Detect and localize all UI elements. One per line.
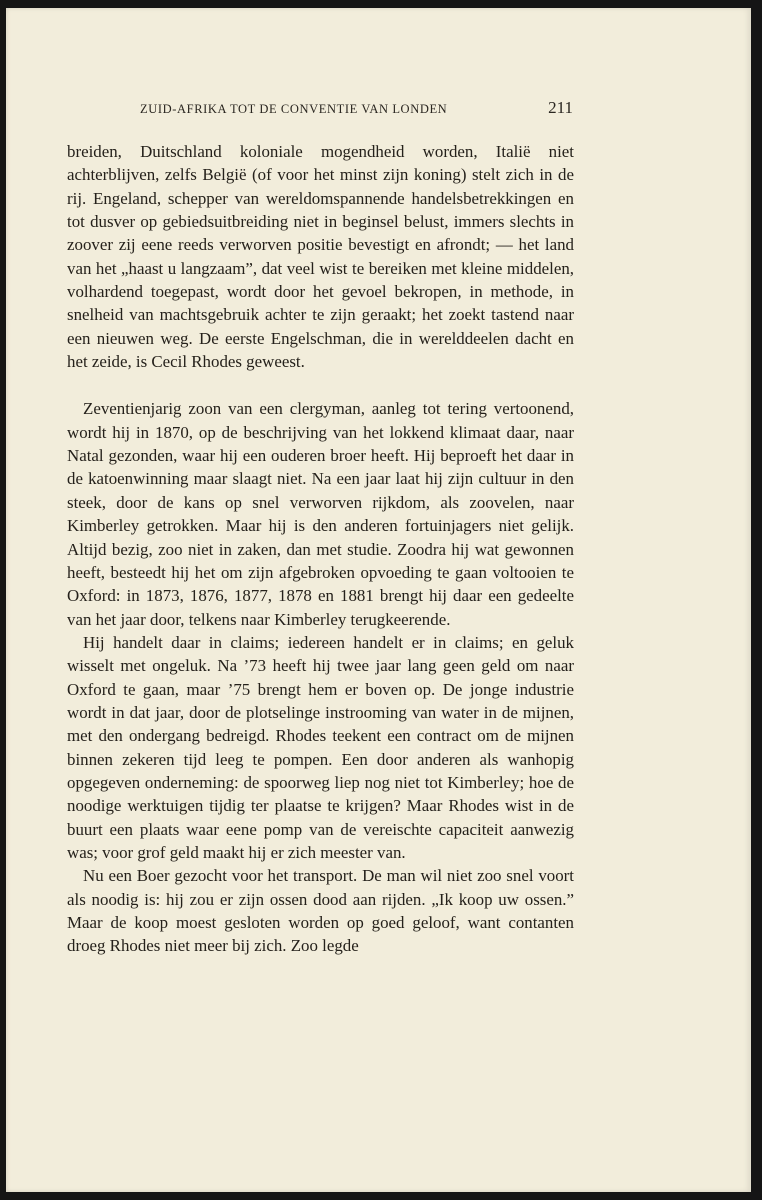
running-title: ZUID-AFRIKA TOT DE CONVENTIE VAN LONDEN [140, 102, 448, 116]
paragraph: Nu een Boer gezocht voor het transport. De man wil niet zoo snel voort als noodig is: hij zou er zijn ossen dood aan rijden. „Ik koop uw ossen.” Maar de koop moest gesloten worden op goed geloof, want contanten droeg Rhodes niet meer bij zich. Zoo legde [67, 866, 574, 956]
paragraph: breiden, Duitschland koloniale mogendheid worden, Italië niet achterblijven, zelfs België (of voor het minst zijn koning) stelt zich in de rij. Engeland, schepper van wereldomspannende handelsbetrekkingen en tot dusver op gebiedsuitbreiding niet in beginsel belust, immers slechts in zoover zij eene reeds verworven positie bevestigt en afrondt; — het land van het „haast u langzaam”, dat veel wist te bereiken met kleine middelen, volhardend toegepast, wordt door het gevoel bekropen, in methode, in snelheid van machtsgebruik achter te zijn geraakt; het zoekt tastend naar een nieuwen weg. De eerste Engelschman, die in werelddeelen dacht en het zeide, is Cecil Rhodes geweest. [67, 142, 574, 372]
page-number: 211 [548, 98, 573, 117]
running-header [140, 98, 573, 118]
body-text [67, 140, 574, 958]
paragraph: Zeventienjarig zoon van een clergyman, aanleg tot tering vertoonend, wordt hij in 1870, op de beschrijving van het lokkend klimaat daar, naar Natal gezonden, waar hij een ouderen broer heeft. Hij beproeft het daar in de katoenwinning maar slaagt niet. Na een jaar laat hij zijn cultuur in den steek, door de kans op snel verworven rijkdom, als zoovelen, naar Kimberley getrokken. Maar hij is den anderen fortuinjagers niet gelijk. Altijd bezig, zoo niet in zaken, dan met studie. Zoodra hij wat gewonnen heeft, besteedt hij het om zijn afgebroken opvoeding te gaan voltooien te Oxford: in 1873, 1876, 1877, 1878 en 1881 brengt hij daar een gedeelte van het jaar door, telkens naar Kimberley terugkeerende. [67, 399, 574, 629]
section-break [67, 373, 574, 397]
paragraph: Hij handelt daar in claims; iedereen handelt er in claims; en geluk wisselt met ongeluk. Na ’73 heeft hij twee jaar lang geen geld om naar Oxford te gaan, maar ’75 brengt hem er boven op. De jonge industrie wordt in dat jaar, door de plotselinge instrooming van water in de mijnen, met den ondergang bedreigd. Rhodes teekent een contract om de mijnen binnen zekeren tijd leeg te pompen. Een door anderen als wanhopig opgegeven onderneming: de spoorweg liep nog niet tot Kimberley; hoe de noodige werktuigen tijdig ter plaatse te krijgen? Maar Rhodes wist in de buurt een plaats waar eene pomp van de vereischte capaciteit aanwezig was; voor grof geld maakt hij er zich meester van. [67, 632, 574, 862]
